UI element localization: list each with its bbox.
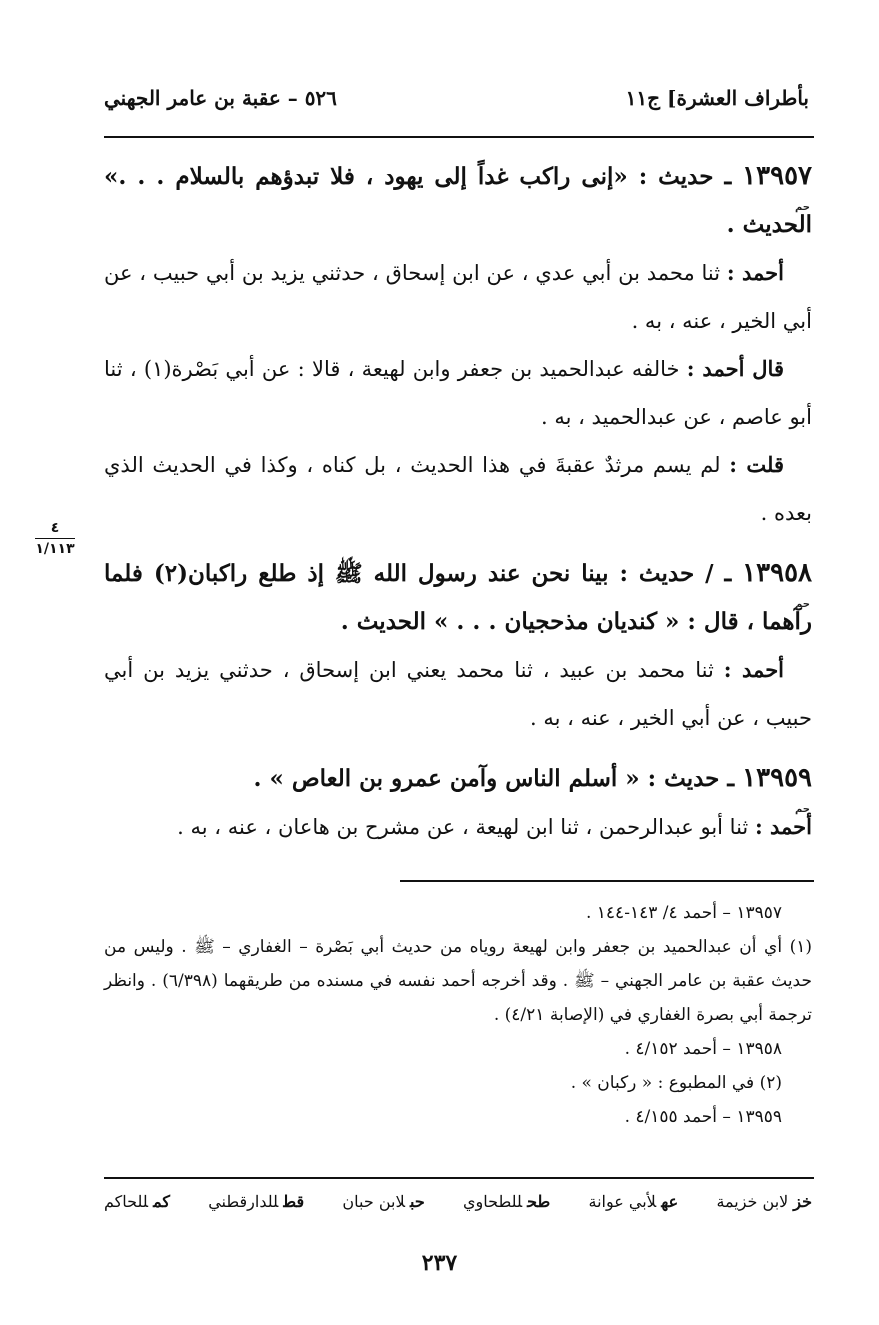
paragraph-lead: قال أحمد : — [686, 356, 784, 381]
abbreviation-code: حب — [410, 1192, 425, 1211]
footnotes — [104, 896, 812, 1134]
paragraph-lead: أحمد : — [754, 814, 812, 839]
abbreviation-item — [716, 1192, 812, 1220]
page-number: ٢٣٧ — [421, 1250, 458, 1276]
hadith-entry — [104, 754, 812, 851]
abbreviation-item — [208, 1192, 304, 1220]
hadith-title — [104, 152, 812, 249]
abbreviation-rule — [104, 1177, 814, 1179]
hadith-title — [104, 754, 812, 815]
header-rule — [104, 136, 814, 138]
hadith-text: ـ حديث : « أسلم الناس وآمن عمرو بن العاص » . — [253, 765, 735, 792]
abbreviation-key — [104, 1192, 812, 1220]
margin-reference-top: ٤ — [50, 520, 60, 536]
abbreviation-meaning: لابن خزيمة — [716, 1192, 789, 1211]
footnote-item: ١٣٩٥٧ – أحمد ٤/ ١٤٣-١٤٤ . — [585, 903, 782, 923]
hadith-text: ـ حديث : «إنى راكب غداً إلى يهود ، فلا تبدؤهم بالسلام . . .» الحديث . — [104, 163, 812, 238]
hm-symbol: حم — [794, 599, 810, 610]
abbreviation-item — [342, 1192, 424, 1220]
abbreviation-item — [463, 1192, 550, 1220]
isnad-paragraph — [104, 646, 812, 742]
hadith-title — [104, 549, 812, 646]
footnote-item: ١٣٩٥٨ – أحمد ٤/١٥٢ . — [624, 1039, 782, 1059]
paragraph-text: ثنا محمد بن عبيد ، ثنا محمد يعني ابن إسحاق ، حدثني يزيد بن أبي حبيب ، عن أبي الخير ، عنه ، به . — [104, 658, 812, 730]
abbreviation-meaning: للطحاوي — [463, 1192, 523, 1211]
paragraph-text: ثنا أبو عبدالرحمن ، ثنا ابن لهيعة ، عن مشرح بن هاعان ، عنه ، به . — [177, 815, 755, 839]
margin-reference — [30, 520, 80, 557]
abbreviation-code: عه — [661, 1192, 679, 1211]
comment-paragraph — [104, 441, 812, 537]
abbreviation-meaning: لابن حبان — [342, 1192, 405, 1211]
abbreviation-meaning: للدارقطني — [208, 1192, 279, 1211]
hadith-number: ١٣٩٥٩ — [742, 763, 812, 793]
abbreviation-meaning: لأبي عوانة — [588, 1192, 657, 1211]
footnote-rule — [400, 880, 814, 882]
hadith-number: ١٣٩٥٨ — [742, 558, 812, 588]
footnote-item: ١٣٩٥٩ – أحمد ٤/١٥٥ . — [624, 1107, 782, 1127]
abbreviation-meaning: للحاكم — [104, 1192, 149, 1211]
hadith-entry — [104, 549, 812, 742]
abbreviation-item — [589, 1192, 679, 1220]
hadith-number: ١٣٩٥٧ — [742, 161, 812, 191]
abbreviation-code: طح — [527, 1192, 551, 1211]
margin-reference-bar — [35, 538, 75, 539]
main-text — [104, 152, 812, 863]
abbreviation-code: قط — [283, 1192, 305, 1211]
isnad-paragraph — [104, 345, 812, 441]
isnad-paragraph — [104, 803, 812, 851]
isnad-paragraph — [104, 249, 812, 345]
header-section-title: ٥٢٦ – عقبة بن عامر الجهني — [104, 86, 337, 110]
paragraph-lead: أحمد : — [726, 260, 784, 285]
paragraph-text: خالفه عبدالحميد بن جعفر وابن لهيعة ، قالا : عن أبي بَصْرة(١) ، ثنا أبو عاصم ، عن عبدالحميد ، به . — [104, 357, 812, 429]
paragraph-lead: قلت : — [729, 452, 784, 477]
paragraph-text: ثنا محمد بن أبي عدي ، عن ابن إسحاق ، حدثني يزيد بن أبي حبيب ، عن أبي الخير ، عنه ، به . — [104, 261, 812, 333]
hm-symbol: حم — [794, 804, 810, 815]
header-volume-title: بأطراف العشرة] ج١١ — [625, 86, 809, 110]
hadith-entry — [104, 152, 812, 537]
abbreviation-code: خز — [793, 1192, 812, 1211]
running-header — [104, 86, 809, 118]
footnote-item: (٢) في المطبوع : « ركبان » . — [570, 1073, 782, 1093]
paragraph-lead: أحمد : — [723, 657, 785, 682]
hadith-text: ـ / حديث : بينا نحن عند رسول الله ﷺ إذ طلع راكبان(٢) فلما رآهما ، قال : « كنديان مذحجيان . . . » الحديث . — [104, 560, 812, 635]
abbreviation-code: كم — [153, 1192, 170, 1211]
footnote-item: (١) أي أن عبدالحميد بن جعفر وابن لهيعة روياه من حديث أبي بَصْرة – الغفاري – ﷺ . وليس من حديث عقبة بن عامر الجهني – ﷺ . وقد أخرجه أحمد نفسه في مسنده من طريقهما (٦/٣٩٨) . وانظر ترجمة أبي بصرة الغفاري في (الإصابة ٤/٢١) . — [104, 937, 812, 1025]
hm-symbol: حم — [794, 202, 810, 213]
paragraph-text: لم يسم مرثدٌ عقبةَ في هذا الحديث ، بل كناه ، وكذا في الحديث الذي بعده . — [104, 453, 812, 525]
margin-reference-bottom: ١/١١٣ — [35, 541, 75, 557]
abbreviation-item — [104, 1192, 170, 1220]
